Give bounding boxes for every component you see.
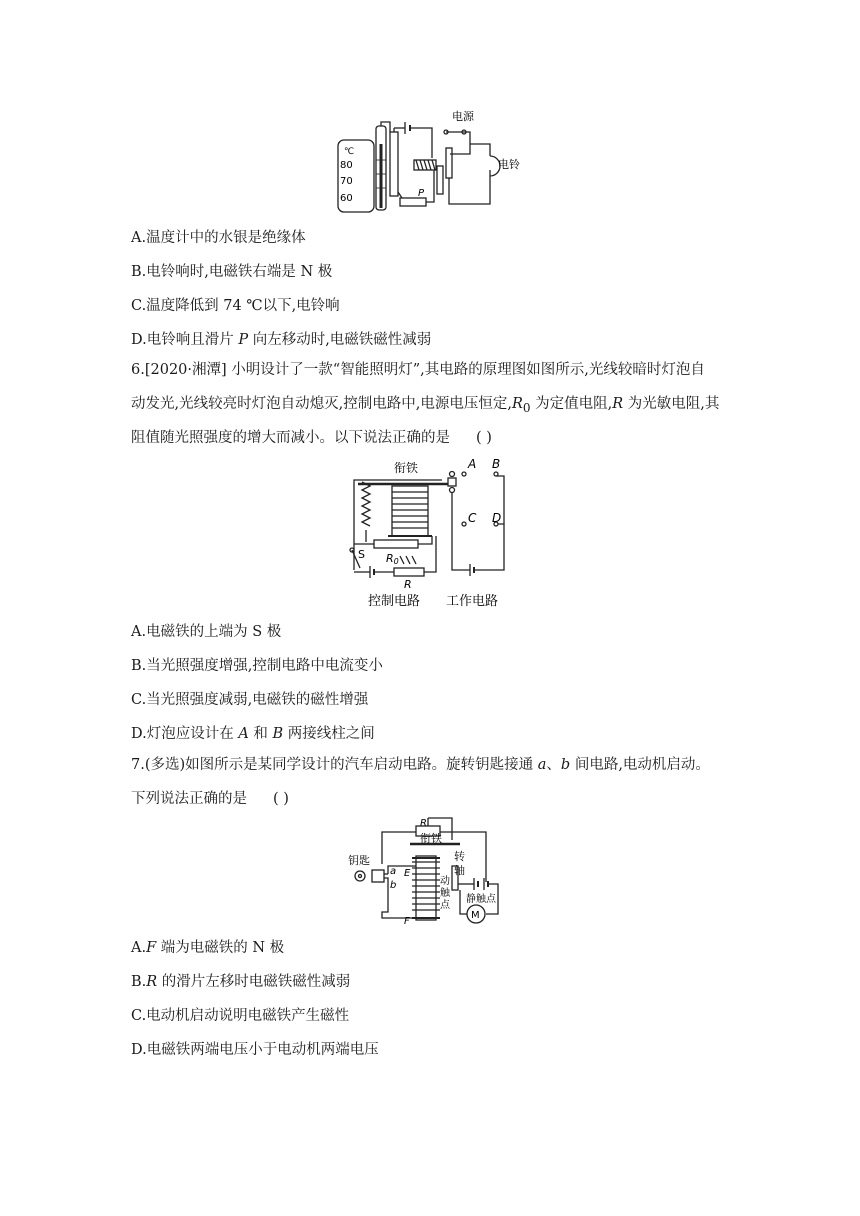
q7-option-a-prefix: A. xyxy=(131,940,147,956)
temp-60-label: 60 xyxy=(340,193,353,204)
q7-stem-line2 xyxy=(131,789,289,809)
moving-contact-1: 动 xyxy=(440,876,450,887)
q7-var-b: b xyxy=(560,757,571,773)
temp-70-label: 70 xyxy=(340,176,353,187)
unit-label: ℃ xyxy=(344,147,355,157)
q6-stem-line1 xyxy=(131,360,705,380)
q7-option-b-rest: 的滑片左移时电磁铁磁性减弱 xyxy=(157,974,351,990)
q6-option-d-suffix: 两接线柱之间 xyxy=(283,726,375,742)
q6-option-d-a: A xyxy=(238,726,249,742)
q6-stem-line2 xyxy=(131,394,719,418)
r0-label-sub: 0 xyxy=(393,557,399,566)
terminal-c-label: C xyxy=(468,511,477,525)
shaft-label-2: 轴 xyxy=(454,864,465,877)
static-contact-label: 静触点 xyxy=(466,894,496,905)
q7-line2: 下列说法正确的是 xyxy=(131,791,247,807)
terminal-b-label: B xyxy=(492,457,501,471)
q6-line3: 阻值随光照强度的增大而减小。以下说法正确的是 xyxy=(131,430,450,446)
q6-line1-text: 小明设计了一款“智能照明灯”,其电路的原理图如图所示,光线较暗时灯泡自 xyxy=(226,362,705,378)
q6-option-a: A.电磁铁的上端为 S 极 xyxy=(131,624,282,640)
switch-s-label: S xyxy=(358,548,365,561)
car-start-circuit-figure xyxy=(348,812,518,928)
slider-p-label: P xyxy=(418,188,425,199)
motor-m-label: M xyxy=(471,910,480,921)
q6-option-d-mid: 和 xyxy=(248,726,273,742)
r0-label-main: R xyxy=(386,552,394,565)
key-label: 钥匙 xyxy=(348,854,370,867)
thermostat-circuit-diagram xyxy=(330,104,530,216)
power-source-label: 电源 xyxy=(452,110,474,123)
q5-option-d-suffix: 向左移动时,电磁铁磁性减弱 xyxy=(248,332,432,348)
moving-contact-2: 触 xyxy=(440,888,450,899)
terminal-a-label: A xyxy=(468,457,477,471)
terminal-b-small: b xyxy=(390,880,397,891)
q6-option-d-prefix: D.灯泡应设计在 xyxy=(131,726,239,742)
q7-option-a xyxy=(131,936,284,957)
q7-option-b xyxy=(131,970,350,991)
q7-option-a-rest: 端为电磁铁的 N 极 xyxy=(156,940,285,956)
q7-option-c: C.电动机启动说明电磁铁产生磁性 xyxy=(131,1008,350,1024)
q6-line2-a: 动发光,光线较亮时灯泡自动熄灭,控制电路中,电源电压恒定, xyxy=(131,396,512,412)
car-start-circuit-diagram xyxy=(348,812,518,928)
q6-r0-sub: 0 xyxy=(522,400,531,415)
q6-option-d-b: B xyxy=(272,726,284,742)
q5-option-d xyxy=(131,328,431,349)
q7-option-b-var: R xyxy=(146,974,158,990)
rheostat-r-label: R xyxy=(420,818,427,829)
q6-option-d xyxy=(131,722,375,743)
q7-var-a: a xyxy=(537,757,547,773)
q5-option-a: A.温度计中的水银是绝缘体 xyxy=(131,230,306,246)
q7-option-b-prefix: B. xyxy=(131,974,147,990)
q6-line2-c: 为光敏电阻,其 xyxy=(623,396,720,412)
r-label: R xyxy=(404,578,412,591)
thermostat-alarm-circuit-figure xyxy=(330,104,530,216)
terminal-d-label: D xyxy=(492,511,502,525)
q6-answer-paren: ( ) xyxy=(476,430,492,446)
q5-option-b: B.电铃响时,电磁铁右端是 N 极 xyxy=(131,264,333,280)
armature-label: 衔铁 xyxy=(394,461,419,475)
q6-option-b: B.当光照强度增强,控制电路中电流变小 xyxy=(131,658,383,674)
terminal-a-small: a xyxy=(390,866,397,877)
q7-answer-paren: ( ) xyxy=(273,791,289,807)
q7-line1-b: 间电路,电动机启动。 xyxy=(570,757,710,773)
q7-stem-line1 xyxy=(131,755,710,775)
q7-sep: 、 xyxy=(546,757,561,773)
q6-r-var: R xyxy=(612,396,624,412)
q6-r0-main: R xyxy=(511,396,523,412)
bell-label: 电铃 xyxy=(498,158,520,171)
temp-80-label: 80 xyxy=(340,160,353,171)
q7-option-d: D.电磁铁两端电压小于电动机两端电压 xyxy=(131,1042,379,1058)
q6-source: [2020·湘潭] xyxy=(144,362,227,378)
q7-option-a-var: F xyxy=(146,940,157,956)
q6-number: 6. xyxy=(131,362,145,378)
armature-label-3: 衔铁 xyxy=(420,832,442,845)
work-circuit-label: 工作电路 xyxy=(446,594,499,609)
q5-option-d-var: P xyxy=(238,332,249,348)
control-circuit-label: 控制电路 xyxy=(368,594,421,609)
q7-line1-a: 7.(多选)如图所示是某同学设计的汽车启动电路。旋转钥匙接通 xyxy=(131,757,538,773)
q6-line2-b: 为定值电阻, xyxy=(530,396,613,412)
end-f-label: F xyxy=(404,916,410,927)
q5-option-d-prefix: D.电铃响且滑片 xyxy=(131,332,239,348)
q5-option-c: C.温度降低到 74 ℃以下,电铃响 xyxy=(131,298,340,314)
moving-contact-3: 点 xyxy=(440,900,450,911)
end-e-label: E xyxy=(404,868,411,879)
shaft-label-1: 转 xyxy=(454,850,465,863)
r0-label xyxy=(386,552,399,566)
relay-circuit-diagram xyxy=(344,452,520,612)
q6-stem-line3 xyxy=(131,428,492,448)
q6-option-c: C.当光照强度减弱,电磁铁的磁性增强 xyxy=(131,692,369,708)
smart-light-relay-figure xyxy=(344,452,520,612)
